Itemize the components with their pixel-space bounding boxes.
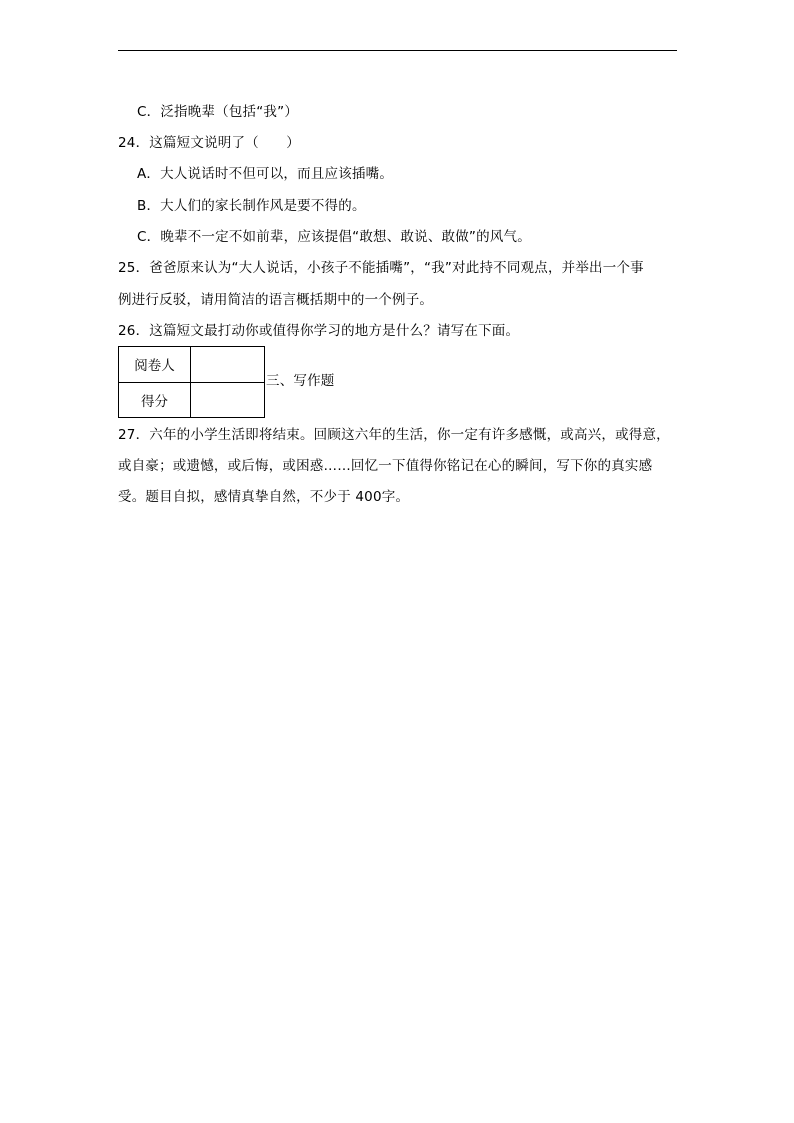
score-table (118, 346, 265, 418)
score-label: 得分 (119, 382, 191, 418)
q25-line-1: 25．爸爸原来认为“大人说话，小孩子不能插嘴”，“我”对此持不同观点，并举出一个事 (118, 260, 644, 276)
q24-option-a: A．大人说话时不但可以，而且应该插嘴。 (137, 166, 394, 182)
section-title: 三、写作题 (266, 373, 335, 389)
q25-line-2: 例进行反驳，请用简洁的语言概括期中的一个例子。 (118, 292, 434, 308)
reviewer-label: 阅卷人 (119, 347, 191, 383)
q27-line-3: 受。题目自拟，感情真挚自然，不少于 400字。 (118, 489, 410, 505)
q27-line-1: 27．六年的小学生活即将结束。回顾这六年的生活，你一定有许多感慨，或高兴，或得意， (118, 427, 670, 443)
q27-line-2: 或自豪；或遗憾，或后悔，或困惑……回忆一下值得你铭记在心的瞬间，写下你的真实感 (118, 458, 653, 474)
q23-option-c: C．泛指晚辈（包括“我”） (137, 104, 299, 120)
header-rule (118, 50, 677, 51)
q24-option-c: C．晚辈不一定不如前辈，应该提倡“敢想、敢说、敢做”的风气。 (137, 229, 531, 245)
q26-text: 26．这篇短文最打动你或值得你学习的地方是什么？请写在下面。 (118, 323, 520, 339)
reviewer-cell (191, 347, 265, 383)
q24-stem: 24．这篇短文说明了（ ） (118, 135, 300, 151)
q24-option-b: B．大人们的家长制作风是要不得的。 (137, 198, 366, 214)
score-cell (191, 382, 265, 418)
